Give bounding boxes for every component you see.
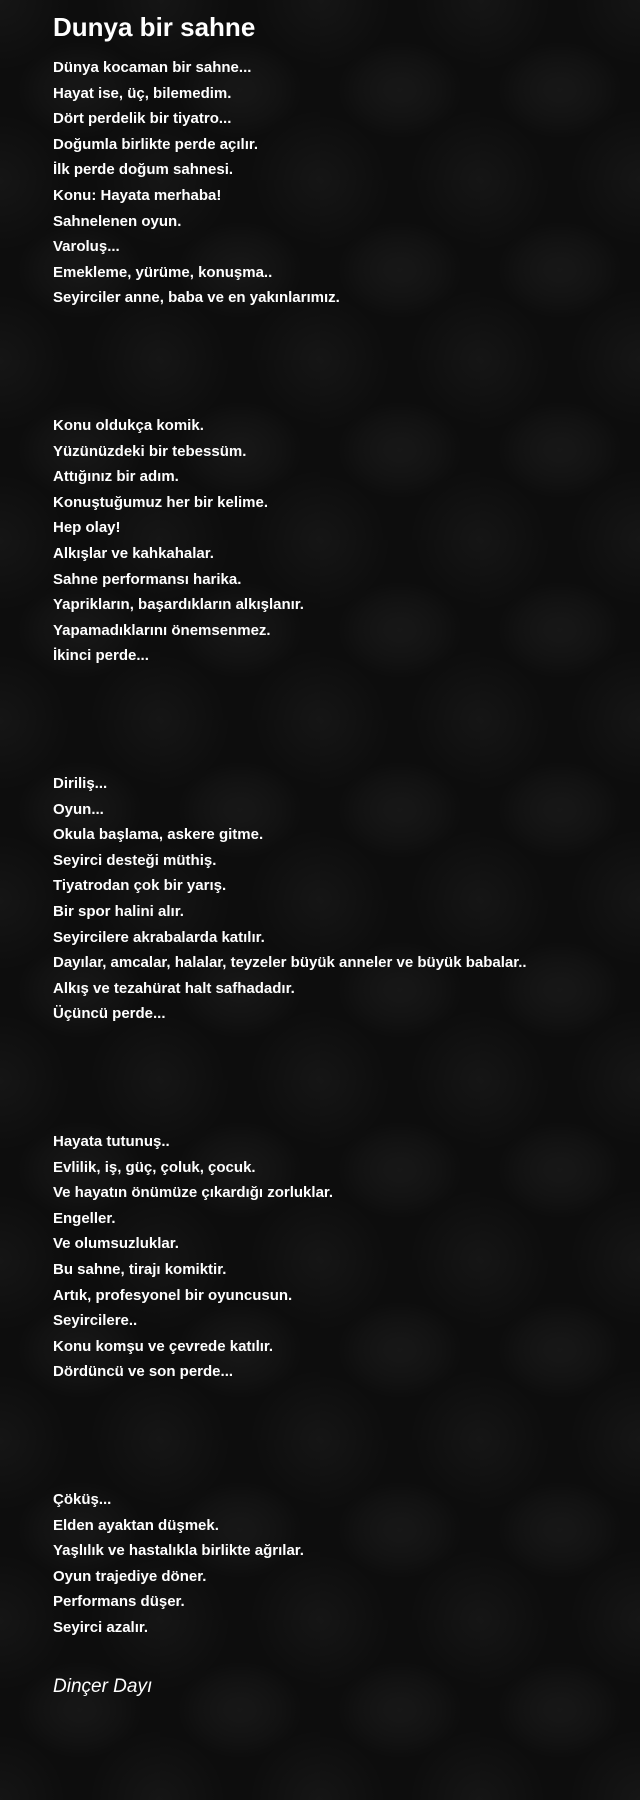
poem-line: Bir spor halini alır. bbox=[53, 902, 184, 920]
poem-line: Okula başlama, askere gitme. bbox=[53, 826, 264, 844]
poem-line: İkinci perde... bbox=[53, 647, 149, 665]
poem-author: Dinçer Dayı bbox=[53, 1676, 153, 1697]
poem-line: Emekleme, yürüme, konuşma.. bbox=[53, 263, 273, 281]
stanza-2 bbox=[53, 413, 623, 771]
stanza-4 bbox=[53, 1129, 623, 1487]
poem-line: Bu sahne, tirajı komiktir. bbox=[53, 1260, 227, 1278]
poem-line: Yaprikların, başardıkların alkışlanır. bbox=[53, 596, 304, 614]
poem-line: Dünya kocaman bir sahne... bbox=[53, 59, 252, 76]
poem-line: Dayılar, amcalar, halalar, teyzeler büyük anneler ve büyük babalar.. bbox=[53, 954, 527, 972]
poem-line: Artık, profesyonel bir oyuncusun. bbox=[53, 1286, 293, 1304]
poem-line: Sahnelenen oyun. bbox=[53, 212, 182, 230]
poem-line: Seyirci desteği müthiş. bbox=[53, 851, 217, 869]
poem-line: Çöküş... bbox=[53, 1491, 112, 1508]
poem-line: Yaşlılık ve hastalıkla birlikte ağrılar. bbox=[53, 1542, 304, 1560]
poem-line: Sahne performansı harika. bbox=[53, 570, 242, 588]
poem-line: Seyircilere akrabalarda katılır. bbox=[53, 928, 265, 946]
poem-line: Konu oldukça komik. bbox=[53, 417, 204, 434]
poem-line: Evlilik, iş, güç, çoluk, çocuk. bbox=[53, 1158, 256, 1176]
poem-line: Tiyatrodan çok bir yarış. bbox=[53, 877, 227, 895]
poem-line: Seyirci azalır. bbox=[53, 1618, 149, 1636]
poem-line: Ve olumsuzluklar. bbox=[53, 1235, 179, 1253]
poem-line: Varoluş... bbox=[53, 238, 120, 256]
poem-line: Ve hayatın önümüze çıkardığı zorluklar. bbox=[53, 1184, 334, 1202]
poem-line: Seyirciler anne, baba ve en yakınlarımız. bbox=[53, 289, 340, 307]
poem-line: Hep olay! bbox=[53, 519, 121, 537]
poem-line: Yüzünüzdeki bir tebessüm. bbox=[53, 442, 247, 460]
poem-line: Üçüncü perde... bbox=[53, 1005, 166, 1023]
poem-line: Yapamadıklarını önemsenmez. bbox=[53, 621, 271, 639]
stanza-1 bbox=[53, 55, 623, 413]
poem-body bbox=[53, 55, 623, 1641]
poem-line: Konu: Hayata merhaba! bbox=[53, 186, 222, 204]
stanza-5 bbox=[53, 1487, 623, 1641]
poem-line: Seyircilere.. bbox=[53, 1312, 138, 1330]
poem-line: Performans düşer. bbox=[53, 1593, 185, 1611]
poem-line: Engeller. bbox=[53, 1209, 116, 1227]
stanza-3 bbox=[53, 771, 623, 1129]
poem-line: Dört perdelik bir tiyatro... bbox=[53, 110, 232, 128]
poem-title: Dunya bir sahne bbox=[53, 12, 256, 42]
poem-line: Oyun trajediye döner. bbox=[53, 1567, 207, 1585]
poem-line: Konuştuğumuz her bir kelime. bbox=[53, 493, 269, 511]
poem-line: Alkışlar ve kahkahalar. bbox=[53, 544, 214, 562]
poem-line: Diriliş... bbox=[53, 775, 108, 792]
poem-line: Oyun... bbox=[53, 800, 104, 818]
poem-line: Dördüncü ve son perde... bbox=[53, 1363, 234, 1381]
poem-line: Hayata tutunuş.. bbox=[53, 1133, 170, 1150]
poem-line: İlk perde doğum sahnesi. bbox=[53, 161, 234, 179]
poem-line: Alkış ve tezahürat halt safhadadır. bbox=[53, 979, 295, 997]
poem-line: Attığınız bir adım. bbox=[53, 468, 179, 486]
poem-line: Hayat ise, üç, bilemedim. bbox=[53, 84, 232, 102]
poem-line: Konu komşu ve çevrede katılır. bbox=[53, 1337, 274, 1355]
poem-line: Doğumla birlikte perde açılır. bbox=[53, 135, 259, 153]
poem-line: Elden ayaktan düşmek. bbox=[53, 1516, 219, 1534]
